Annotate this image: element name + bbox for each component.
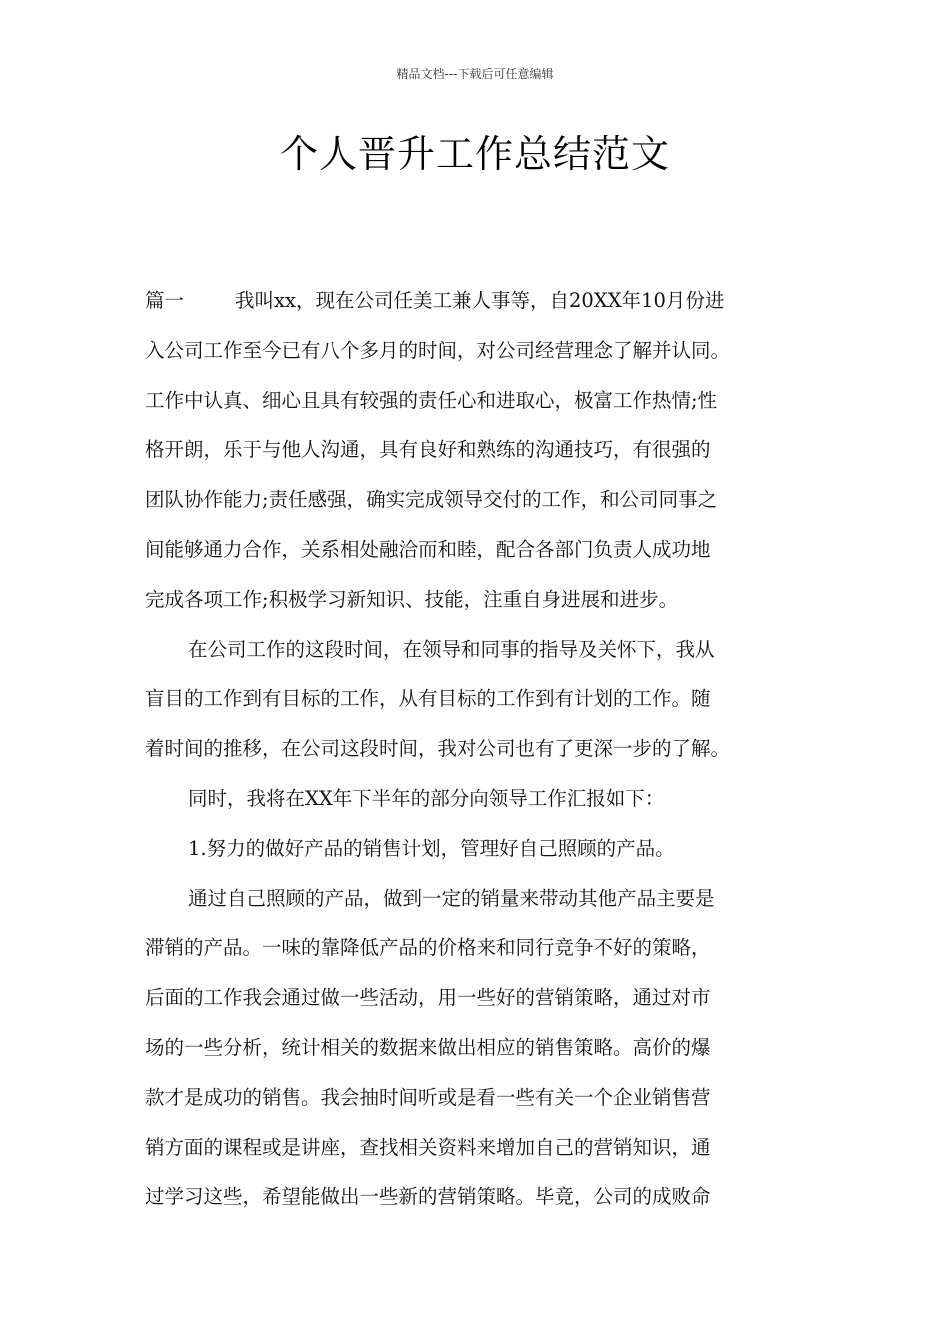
body-line: 盲目的工作到有目标的工作，从有目标的工作到有计划的工作。随: [145, 687, 711, 711]
body-line: 款才是成功的销售。我会抽时间听或是看一些有关一个企业销售营: [145, 1085, 711, 1109]
body-line: 后面的工作我会通过做一些活动，用一些好的营销策略，通过对市: [145, 986, 711, 1010]
body-line: 入公司工作至今已有八个多月的时间，对公司经营理念了解并认同。: [145, 338, 731, 362]
body-line: 1.努力的做好产品的销售计划，管理好自己照顾的产品。: [188, 836, 675, 860]
body-line: 同时，我将在XX年下半年的部分向领导工作汇报如下：: [188, 786, 665, 810]
section-label: 篇一: [145, 289, 185, 312]
body-line: 在公司工作的这段时间，在领导和同事的指导及关怀下，我从: [188, 637, 715, 661]
document-body: [145, 276, 810, 1222]
body-line: 销方面的课程或是讲座，查找相关资料来增加自己的营销知识，通: [145, 1135, 711, 1159]
body-line: 滞销的产品。一味的靠降低产品的价格来和同行竞争不好的策略，: [145, 936, 711, 960]
body-line: 团队协作能力;责任感强，确实完成领导交付的工作，和公司同事之: [145, 488, 718, 512]
page-header: 精品文档---下载后可任意编辑: [396, 67, 554, 81]
body-line: [145, 276, 810, 326]
body-line: 完成各项工作;积极学习新知识、技能，注重自身进展和进步。: [145, 587, 679, 611]
body-line: 格开朗，乐于与他人沟通，具有良好和熟练的沟通技巧，有很强的: [145, 438, 711, 462]
body-line: 通过自己照顾的产品，做到一定的销量来带动其他产品主要是: [188, 886, 715, 910]
body-line: 着时间的推移，在公司这段时间，我对公司也有了更深一步的了解。: [145, 737, 731, 761]
body-line: 工作中认真、细心且具有较强的责任心和进取心，极富工作热情;性: [145, 388, 718, 412]
body-line: 场的一些分析，统计相关的数据来做出相应的销售策略。高价的爆: [145, 1035, 711, 1059]
body-line-text: 我叫xx，现在公司任美工兼人事等，自20XX年10月份进: [235, 289, 725, 312]
body-line: 过学习这些，希望能做出一些新的营销策略。毕竟，公司的成败命: [145, 1185, 711, 1209]
body-line: 间能够通力合作，关系相处融洽而和睦，配合各部门负责人成功地: [145, 537, 711, 561]
document-title: 个人晋升工作总结范文: [279, 132, 670, 176]
